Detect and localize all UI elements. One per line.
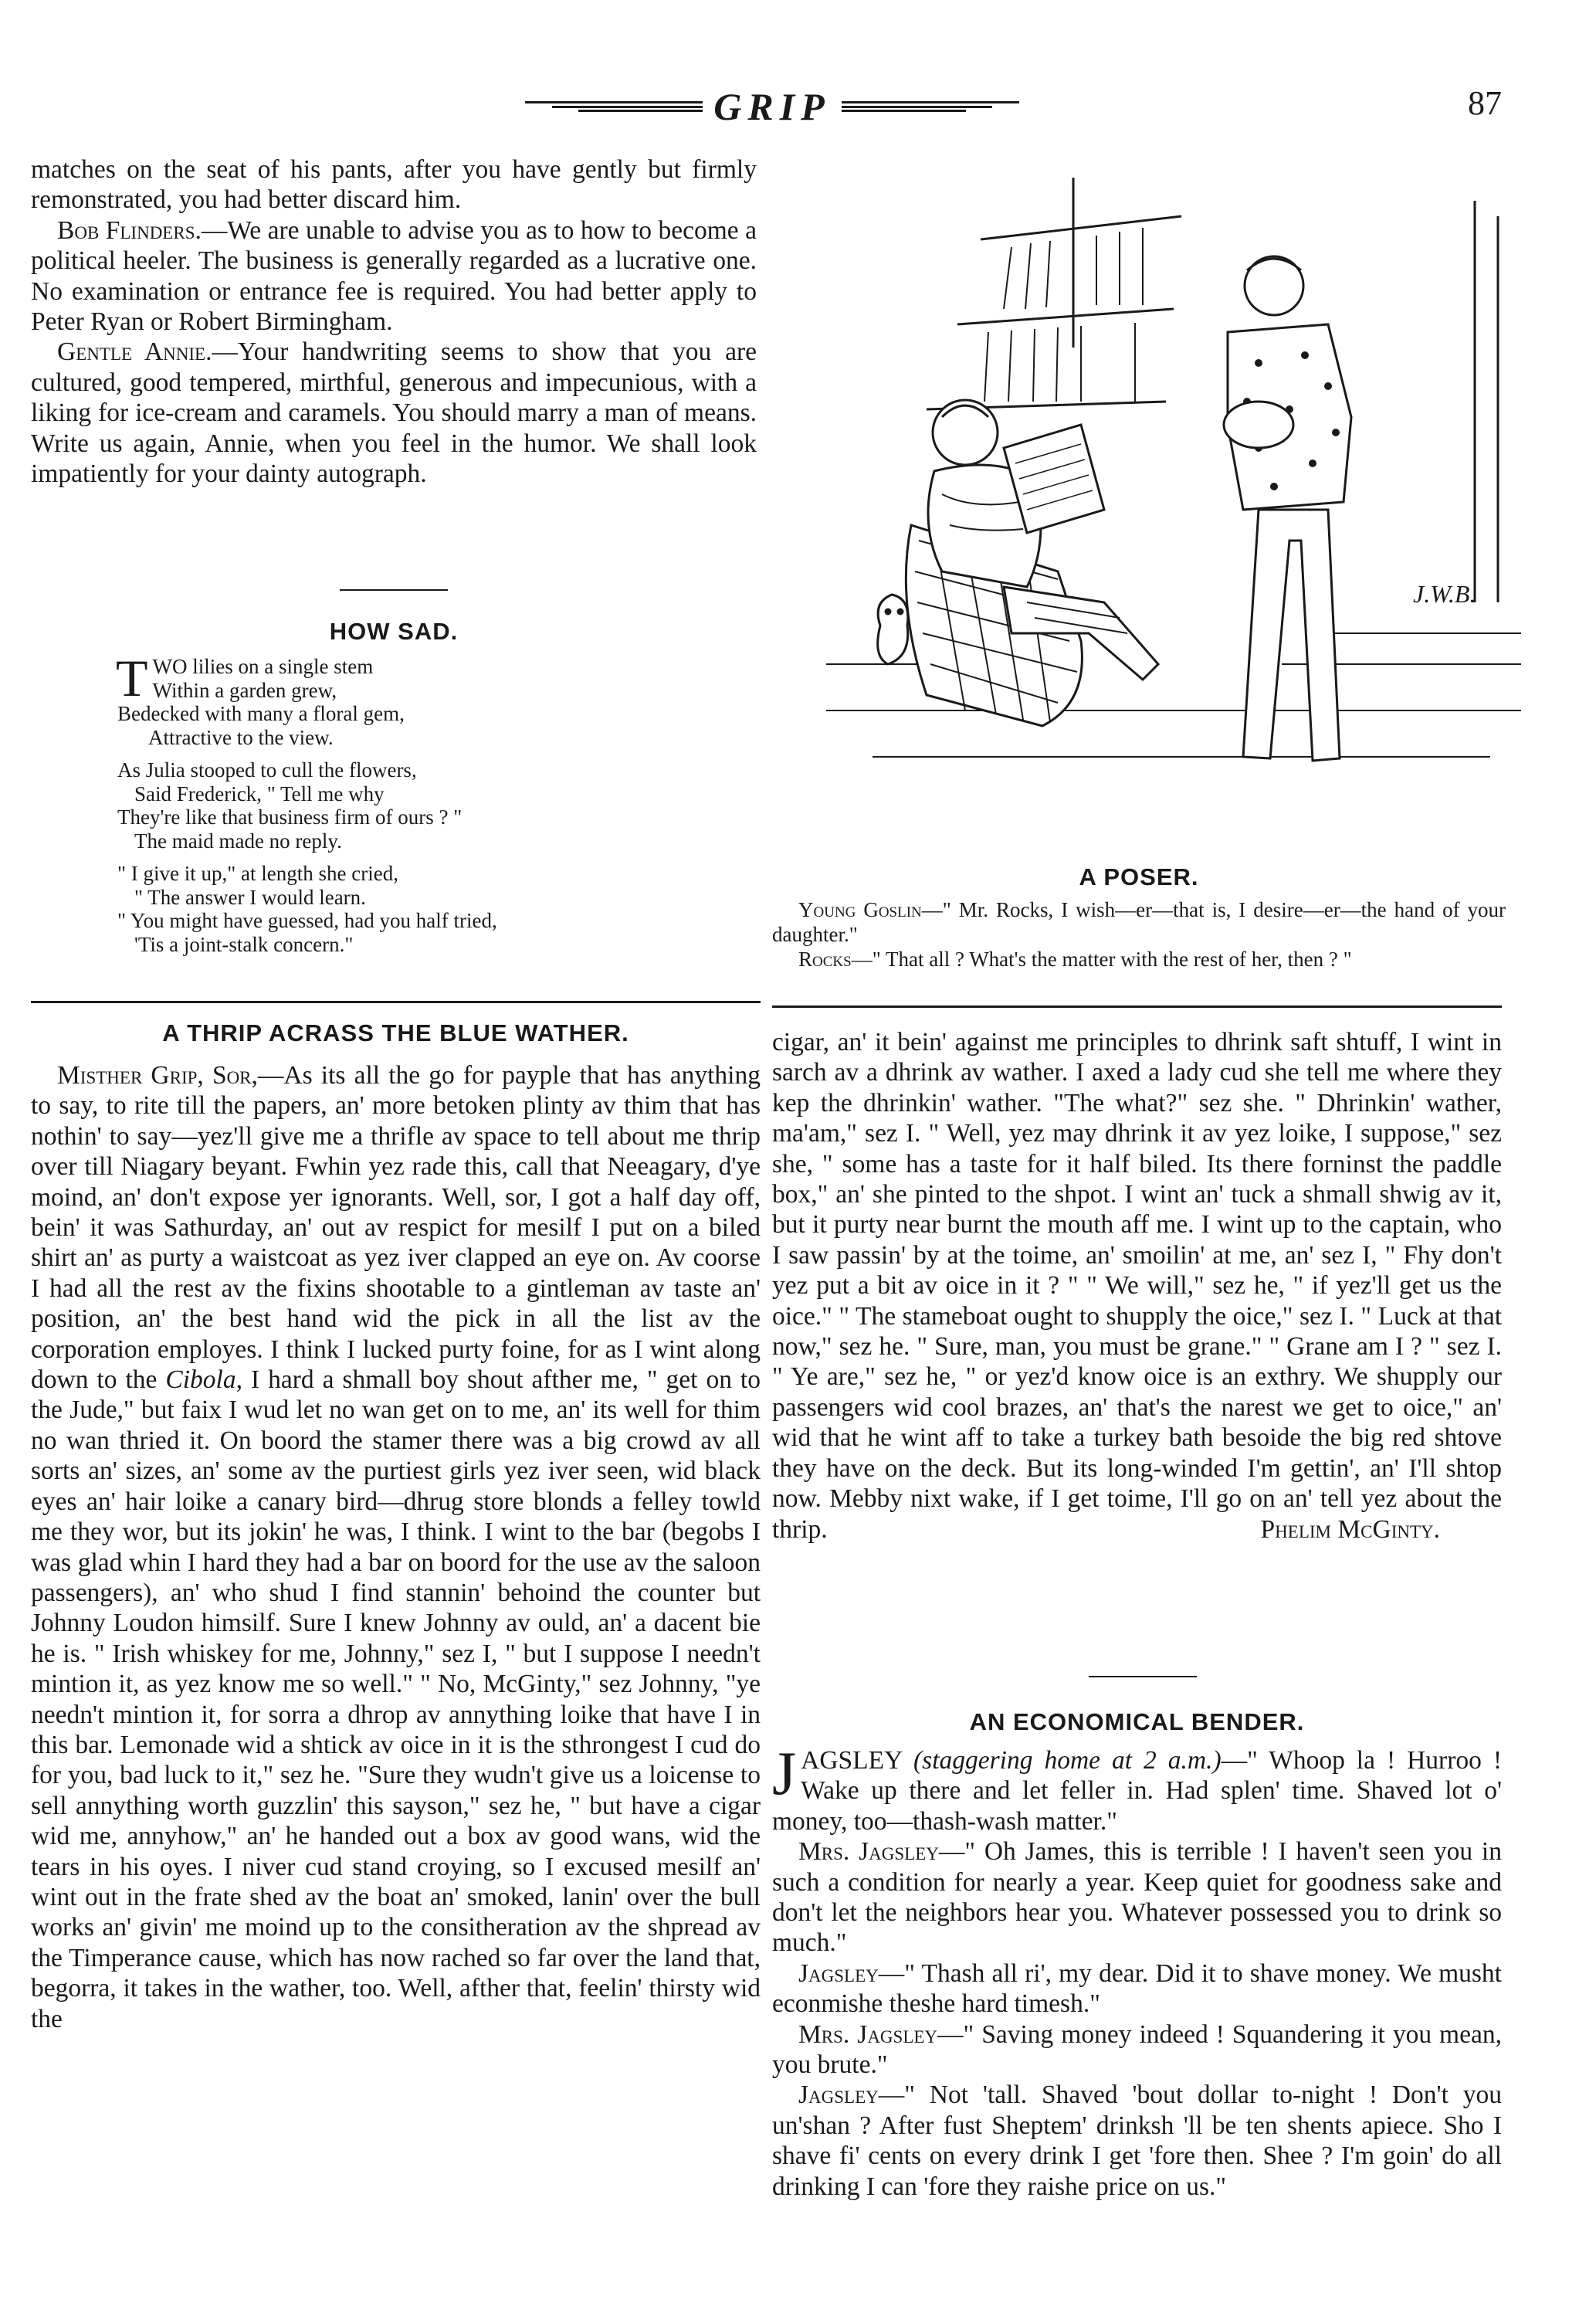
- speaker: AGSLEY: [801, 1746, 903, 1775]
- drop-cap: T: [116, 649, 148, 707]
- section-divider: [772, 1005, 1502, 1008]
- speaker: Jagsley: [798, 1958, 879, 1988]
- poem-line: As Julia stooped to cull the flowers,: [117, 758, 417, 782]
- poem-line: The maid made no reply.: [134, 829, 342, 853]
- poem-line: Bedecked with many a floral gem,: [117, 702, 405, 725]
- speaker: Mrs. Jagsley: [798, 2019, 938, 2049]
- poem-line: Said Frederick, " Tell me why: [134, 782, 385, 805]
- publication-title: GRIP: [713, 85, 831, 128]
- stage-direction: (staggering home at 2 a.m.): [913, 1746, 1222, 1775]
- correspondence-answers: [31, 154, 757, 489]
- poem-line: They're like that business firm of ours ? ": [117, 805, 463, 829]
- dialogue-paragraph: JAGSLEY (staggering home at 2 a.m.)—" Whoop la ! Hurroo ! Wake up there and let feller in. Had splen' time. Shaved lot o' money, too—thash-wash matter.": [772, 1740, 1503, 1836]
- letter-text: —Your handwriting seems to show that you are cultured, good tempered, mirthful, generous and impecunious, with a liking for ice-cream and caramels. You should marry a man of means. Write us again, Annie, when you feel in the humor. We shall look impatiently for your dainty autograph.: [31, 337, 757, 489]
- poem-stanza: [117, 758, 658, 853]
- article-paragraph: cigar, an' it bein' against me principles to dhrink saft shtuff, I wint in sarch av a dhrink av wather. I axed a lady cud she tell me where they kep the dhrinkin' wather. "The what?" sez she. " Dhrinkin' wather, ma'am," sez I. " Well, yez may dhrink it av yez loike, I suppose," sez she, " some has a taste for it half biled. Its there forninst the paddle box," an' she pinted to the shpot. I wint an' tuck a shmall shwig av it, but it purty near burnt the mouth aff me. I wint up to the captain, who I saw passin' by at the toime, an' smoilin' at me, an' sez I, " Fhy don't yez put a bit av oice in it ? " " We will," sez he, " if yez'll get us the oice." " The stameboat ought to shupply the oice," sez I. " Luck at that now," sez he. " Sure, man, you must be grane." " Grane am I ? " sez I. " Ye are," sez he, " or yez'd know oice is an exthry. We shupply our passengers wid cool brazes, an' that's the narest we get to oice," an' wid that he wint aff to take a turkey bath besoide the big red shtove they have on the deck. But its long-winded I'm gettin', an' I'll shtop now. Mebby nixt wake, if I get toime, I'll go on an' tell yez about the thrip. Phelim McGinty.: [772, 1028, 1502, 1544]
- section-divider: [31, 1001, 761, 1003]
- article-economical-bender: [772, 1740, 1503, 2202]
- letter-intro: matches on the seat of his pants, after you have gently but firmly remonstrated, you had better discard him.: [31, 155, 757, 215]
- dialogue-paragraph: Mrs. Jagsley—" Oh James, this is terrible ! I haven't seen you in such a condition for nearly a year. Keep quiet for goodness sake and don't let the neighbors hear you. Whatever possessed you to drink so much.": [772, 1837, 1502, 1958]
- speaker: Jagsley: [798, 2080, 879, 2110]
- cartoon-caption: [772, 897, 1506, 972]
- masthead-rule-right: [842, 101, 1019, 112]
- poem-line: Within a garden grew,: [152, 678, 337, 702]
- caption-title: A POSER.: [1079, 863, 1199, 890]
- masthead: [525, 83, 1019, 130]
- article-signature: Phelim McGinty.: [1260, 1514, 1440, 1544]
- speaker: Rocks: [798, 948, 852, 971]
- poem-how-sad: [116, 649, 658, 965]
- masthead-rule-left: [525, 101, 703, 112]
- dialogue-paragraph: Jagsley—" Not 'tall. Shaved 'bout dollar to-night ! Don't you un'shan ? After fust Sheptem' drinksh 'll be ten shents apiece. Sho I shave fi' cents on every drink I get 'fore then. Shee ? I'm goin' do all drinking I can 'fore they raishe price on us.": [772, 2080, 1502, 2201]
- letter-text: —We are unable to advise you as to how to become a political heeler. The business is generally regarded as a lucrative one. No examination or entrance fee is required. You had better apply to Peter Ryan or Robert Birmingham.: [31, 215, 757, 337]
- poem-stanza: [117, 862, 658, 956]
- poem-line: " I give it up," at length she cried,: [117, 862, 398, 885]
- caption-line: Rocks—" That all ? What's the matter with the rest of her, then ? ": [798, 948, 1352, 971]
- speaker: Mrs. Jagsley: [798, 1837, 939, 1867]
- poem-line: " You might have guessed, had you half tried,: [117, 909, 497, 932]
- dialogue-paragraph: Mrs. Jagsley—" Saving money indeed ! Squandering it you mean, you brute.": [772, 2019, 1502, 2080]
- poem-line: WO lilies on a single stem: [152, 655, 374, 678]
- article-body: [31, 1060, 761, 2034]
- poem-line: 'Tis a joint-stalk concern.": [134, 932, 354, 956]
- poem-stanza: [116, 649, 658, 749]
- illustration-signature: J.W.B.: [1413, 580, 1476, 608]
- poem-line: Attractive to the view.: [148, 725, 334, 749]
- article-paragraph: Misther Grip, Sor,—As its all the go for payple that has anything to say, to rite till the papers, an' more betoken plinty av thim that has nothin' to say—yez'll give me a thrifle av space to tell about me thrip over till Niagary beyant. Fwhin yez rade this, call that Neeagary, d'ye moind, an' don't expose yer ignorants. Well, sor, I got a half day off, bein' it was Sathurday, an' out av respict for mesilf I put on a biled shirt an' as purty a waistcoat as yez iver clapped an eye on. Av coorse I had all the rest av the fixins shootable to a gintleman av taste an' position, an' the best hand wid the pick in all the list av the corporation employes. I think I lucked purty foine, for as I wint along down to the Cibola, I hard a shmall boy shout afther me, " get on to the Jude," but faix I wud let no wan get on to me, an' its well for thim no wan thried it. On boord the stamer there was a big crowd av all sorts an' sizes, an' some av the purtiest girls yez iver seen, wid black eyes an' hair loike a canary bird—dhrug store blonds a felley towld me they wor, but its jokin' he was, I think. I wint to the bar (begobs I was glad whin I hard they had a bar on boord for the use av the saloon passengers), an' who shud I find stannin' behoind the counter but Johnny Loudon himsilf. Sure I knew Johnny av ould, an' a dacent bie he is. " Irish whiskey for me, Johnny," sez I, " but I suppose I needn't mintion it, as yez know me so well." " No, McGinty," sez Johnny, "ye needn't mintion it, for sorra a dhrop av annything loike that have I in this bar. Lemonade wid a shtick av oice in it is the sthrongest I cud do for you, bad luck to it," sez he. "Sure they wudn't give us a loicense to sell annything worth guzzlin' this sayson," sez he, " but have a cigar wid me, annyhow," an' he handed out a box av good wans, wid the tears in his oyes. I niver cud stand croying, so I excused mesilf an' wint out in the frate shed av the boat an' smoked, lanin' over the bull works an' givin' me moind up to the consitheration av the shpread av the Timperance cause, which has now rached so far over the land that, begorra, it takes in the wather, too. Well, afther that, feelin' thirsty wid the: [31, 1061, 761, 2033]
- caption-line: Young Goslin—" Mr. Rocks, I wish—er—that is, I desire—er—the hand of your daughter.": [772, 898, 1506, 946]
- cartoon-illustration: [826, 170, 1521, 842]
- letter-gentle-annie: [31, 337, 757, 489]
- letter-bob-flinders: [31, 215, 757, 337]
- article-title: AN ECONOMICAL BENDER.: [969, 1708, 1305, 1735]
- letter-recipient: Bob Flinders.: [57, 215, 202, 245]
- page-number: 87: [1468, 84, 1502, 122]
- article-body-continued: [772, 1027, 1502, 1545]
- poem-line: " The answer I would learn.: [134, 885, 366, 909]
- letter-recipient: Gentle Annie.: [57, 337, 212, 367]
- ship-name: Cibola: [165, 1365, 236, 1395]
- salutation: Misther Grip, Sor,: [57, 1061, 258, 1090]
- section-divider: [340, 589, 448, 591]
- section-divider: [1089, 1676, 1197, 1677]
- poem-title: HOW SAD.: [329, 618, 459, 645]
- speaker: Young Goslin: [798, 898, 922, 921]
- dialogue-paragraph: Jagsley—" Thash all ri', my dear. Did it to shave money. We musht econmishe theshe hard timesh.": [772, 1958, 1502, 2019]
- article-title: A THRIP ACRASS THE BLUE WATHER.: [162, 1019, 629, 1046]
- drop-cap: J: [772, 1740, 797, 1808]
